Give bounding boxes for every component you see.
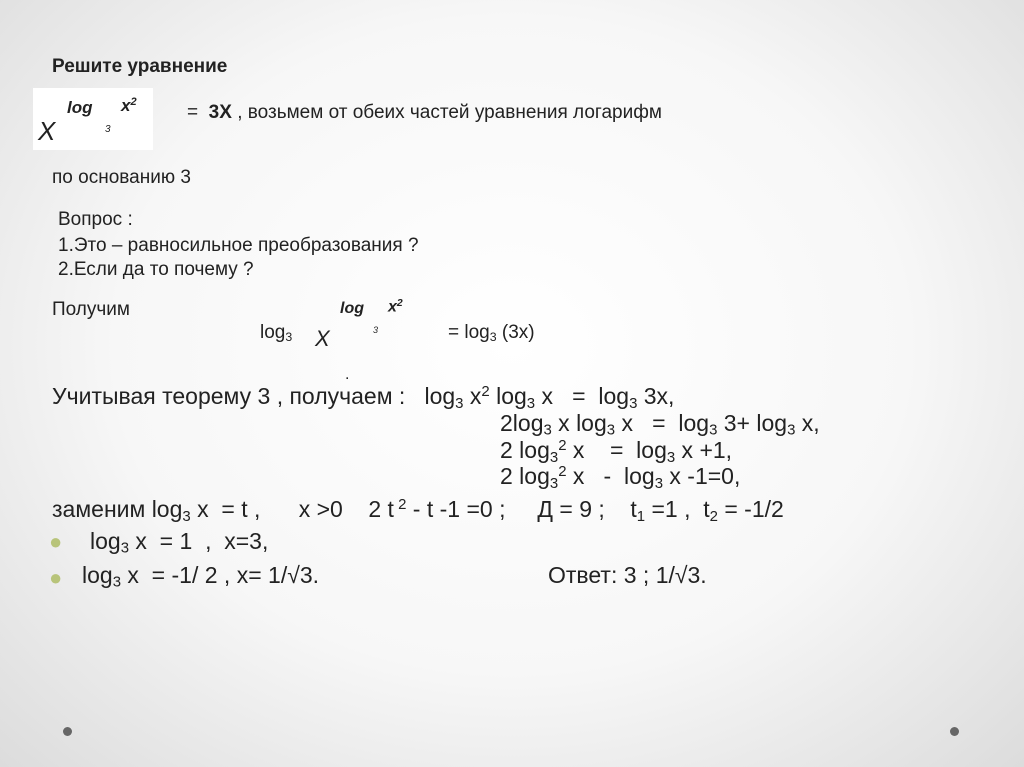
- equation-exp-arg: $x^2$: [121, 96, 137, 116]
- theorem-line: Учитывая теорему 3 , получаем : $\log_3 x^2$ $\log_3 x = \log_3 3x$,: [52, 383, 675, 412]
- equation-exp-sub: 3: [105, 124, 111, 135]
- dot-mark: .: [345, 366, 350, 383]
- equation-rhs: 3X: [208, 102, 232, 123]
- nav-dot-left[interactable]: [63, 727, 72, 736]
- task-title: Решите уравнение: [52, 56, 228, 77]
- log3-rhs: = $\log_3 (3x)$: [448, 322, 535, 345]
- log3-lhs: $\log_3$: [260, 322, 293, 345]
- bullet-dot: ●: [49, 565, 63, 590]
- question-1: 1.Это – равносильное преобразования ?: [58, 235, 419, 256]
- log-formula: [260, 298, 590, 354]
- base-text: по основанию 3: [52, 167, 191, 188]
- substitution-line: заменим $\log_3 x = t$ , x >0 2 t $^2$ - t -1 =0 ; Д = 9 ; $t_1 =1$ , $t_2 = -1/2$: [52, 496, 784, 525]
- formula-base-x: X: [315, 326, 330, 351]
- theorem-prefix: Учитывая теорему 3 , получаем :: [52, 383, 406, 410]
- bullet-dot: ●: [49, 529, 63, 554]
- question-header: Вопрос :: [58, 209, 133, 230]
- got-label: Получим: [52, 299, 130, 320]
- solution-2: $\log_3 x = -1/$ 2 , x= 1/√3.: [82, 562, 320, 591]
- formula-exp-log: log: [340, 300, 364, 317]
- equation-text: , возьмем от обеих частей уравнения логарифм: [237, 102, 662, 123]
- equation-line: [187, 102, 662, 124]
- step-1: $2\log_3$ x $\log_3 x = \log_3 3+ \log_3 x$,: [500, 410, 820, 439]
- question-2: 2.Если да то почему ?: [58, 259, 254, 280]
- step-3: 2 $\log_3^2 x - \log_3 x$ -1=0,: [500, 463, 741, 492]
- equation-base: X: [38, 116, 56, 146]
- solution-1: $\log_3 x = 1$ , x=3,: [90, 528, 269, 557]
- equation-image: [33, 88, 153, 150]
- answer: Ответ: 3 ; 1/√3.: [548, 562, 707, 588]
- formula-exp-arg: $x^2$: [388, 298, 403, 316]
- formula-exp-sub: 3: [373, 325, 379, 335]
- equals-sign: =: [187, 102, 199, 123]
- step-2: 2 $\log_3^2 x$ = $\log_3 x +1$,: [500, 437, 733, 466]
- nav-dot-right[interactable]: [950, 727, 959, 736]
- equation-exp-log: log: [67, 98, 93, 117]
